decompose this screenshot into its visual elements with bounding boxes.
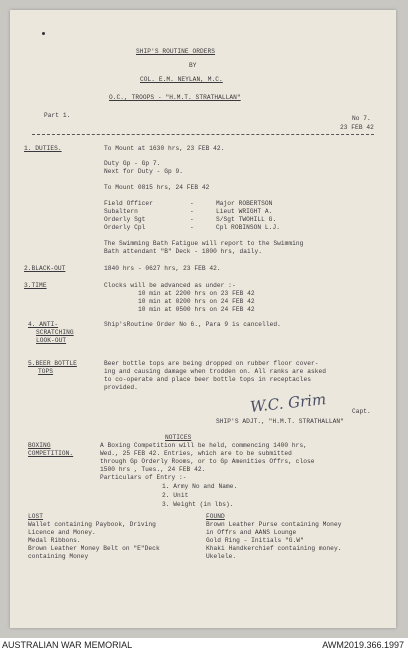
duty-role: Field Officer [104, 200, 153, 207]
duty-name: Cpl ROBINSON L.J. [216, 224, 280, 231]
signature-capt: Capt. [352, 408, 371, 415]
found-item: Ukelele. [206, 553, 237, 560]
time-line: 10 min at 0500 hrs on 24 FEB 42 [138, 306, 255, 313]
time-heading: 3.TIME [24, 282, 47, 289]
archive-credit: AUSTRALIAN WAR MEMORIAL [2, 640, 133, 650]
signature-adjt: SHIP'S ADJT., "H.M.T. STRATHALLAN" [216, 418, 344, 425]
boxing-heading: BOXING [28, 442, 51, 449]
header-rule [32, 134, 374, 135]
time-intro: Clocks will be advanced as under :- [104, 282, 236, 289]
boxing-line: through Gp Orderly Rooms, or to Gp Amenities Offrs, close [100, 458, 315, 465]
order-date: 23 FEB 42 [340, 124, 374, 131]
archive-accession-number: AWM2019.366.1997 [322, 640, 404, 650]
boxing-line: Wed., 25 FEB 42. Entries, which are to be submitted [100, 450, 292, 457]
lost-heading: LOST [28, 513, 44, 520]
lost-item: Wallet containing Paybook, Driving [28, 521, 156, 528]
blackout-heading: 2.BLACK-OUT [24, 265, 66, 272]
found-item: in Offrs and AANS Lounge [206, 529, 297, 536]
duty-name: Major ROBERTSON [216, 200, 273, 207]
document-page [10, 10, 396, 628]
boxing-line: 1500 hrs , Tues., 24 FEB 42. [100, 466, 206, 473]
beer-line1: Beer bottle tops are being dropped on rubber floor cover- [104, 360, 319, 367]
duties-mount2: To Mount 0815 hrs, 24 FEB 42 [104, 184, 210, 191]
beer-heading-2: TOPS [38, 368, 54, 375]
time-line: 10 min at 2200 hrs on 23 FEB 42 [138, 290, 255, 297]
found-item: Brown Leather Purse containing Money [206, 521, 342, 528]
order-number: No 7. [352, 115, 371, 122]
swimming-fatigue-line1: The Swimming Bath Fatigue will report to the Swimming [104, 240, 304, 247]
duty-dash: - [190, 200, 194, 207]
beer-line2: ing and causing damage when trodden on. All ranks are asked [104, 368, 327, 375]
entry-particular: 2. Unit [162, 492, 189, 499]
found-item: Khaki Handkerchief containing money. [206, 545, 342, 552]
header-author: COL. E.M. NEYLAN, M.C. [140, 76, 223, 83]
anti-scratch-heading-3: LOOK-OUT [36, 337, 67, 344]
duty-name: Lieut WRIGHT A. [216, 208, 273, 215]
lost-item: containing Money [28, 553, 89, 560]
swimming-fatigue-line2: Bath attendant "B" Deck - 1800 hrs, daily. [104, 248, 263, 255]
archive-footer [0, 638, 408, 653]
time-line: 10 min at 0200 hrs on 24 FEB 42 [138, 298, 255, 305]
duties-heading: 1. DUTIES. [24, 145, 62, 152]
duties-mount1: To Mount at 1630 hrs, 23 FEB 42. [104, 145, 225, 152]
lost-item: Licence and Money. [28, 529, 96, 536]
anti-scratch-heading: 4. ANTI- [28, 321, 59, 328]
duties-duty-gp: Duty Gp - Gp 7. [104, 160, 161, 167]
notices-heading: NOTICES [165, 434, 192, 441]
beer-line4: provided. [104, 384, 138, 391]
duty-dash: - [190, 208, 194, 215]
anti-scratch-heading-2: SCRATCHING [36, 329, 74, 336]
duty-role: Orderly Cpl [104, 224, 146, 231]
punch-mark [42, 32, 45, 35]
lost-item: Medal Ribbons. [28, 537, 81, 544]
duty-dash: - [190, 216, 194, 223]
duty-role: Orderly Sgt [104, 216, 146, 223]
boxing-line: A Boxing Competition will be held, commencing 1400 hrs, [100, 442, 307, 449]
duty-name: S/Sgt TWOHILL G. [216, 216, 277, 223]
boxing-line: Particulars of Entry :- [100, 474, 187, 481]
document-title: SHIP'S ROUTINE ORDERS [136, 48, 216, 55]
entry-particular: 1. Army No and Name. [162, 483, 238, 490]
entry-particular: 3. Weight (in lbs). [162, 501, 234, 508]
duties-next-duty: Next for Duty - Gp 9. [104, 168, 184, 175]
signature-scrawl: W.C. Grim [249, 390, 327, 416]
found-item: Gold Ring - Initials "G.W" [206, 537, 304, 544]
beer-heading: 5.BEER BOTTLE [28, 360, 77, 367]
part-number: Part 1. [44, 112, 71, 119]
duty-role: Subaltern [104, 208, 138, 215]
boxing-heading-2: COMPETITION. [28, 450, 74, 457]
blackout-text: 1840 hrs - 0627 hrs, 23 FEB 42. [104, 265, 221, 272]
anti-scratch-text: Ship'sRoutine Order No 6., Para 9 is cancelled. [104, 321, 281, 328]
found-heading: FOUND [206, 513, 225, 520]
header-command: O.C., TROOPS - "H.M.T. STRATHALLAN" [109, 94, 241, 101]
duty-dash: - [190, 224, 194, 231]
lost-item: Brown Leather Money Belt on "E"Deck [28, 545, 160, 552]
beer-line3: to co-operate and place beer bottle tops in receptacles [104, 376, 311, 383]
header-by: BY [189, 62, 197, 69]
